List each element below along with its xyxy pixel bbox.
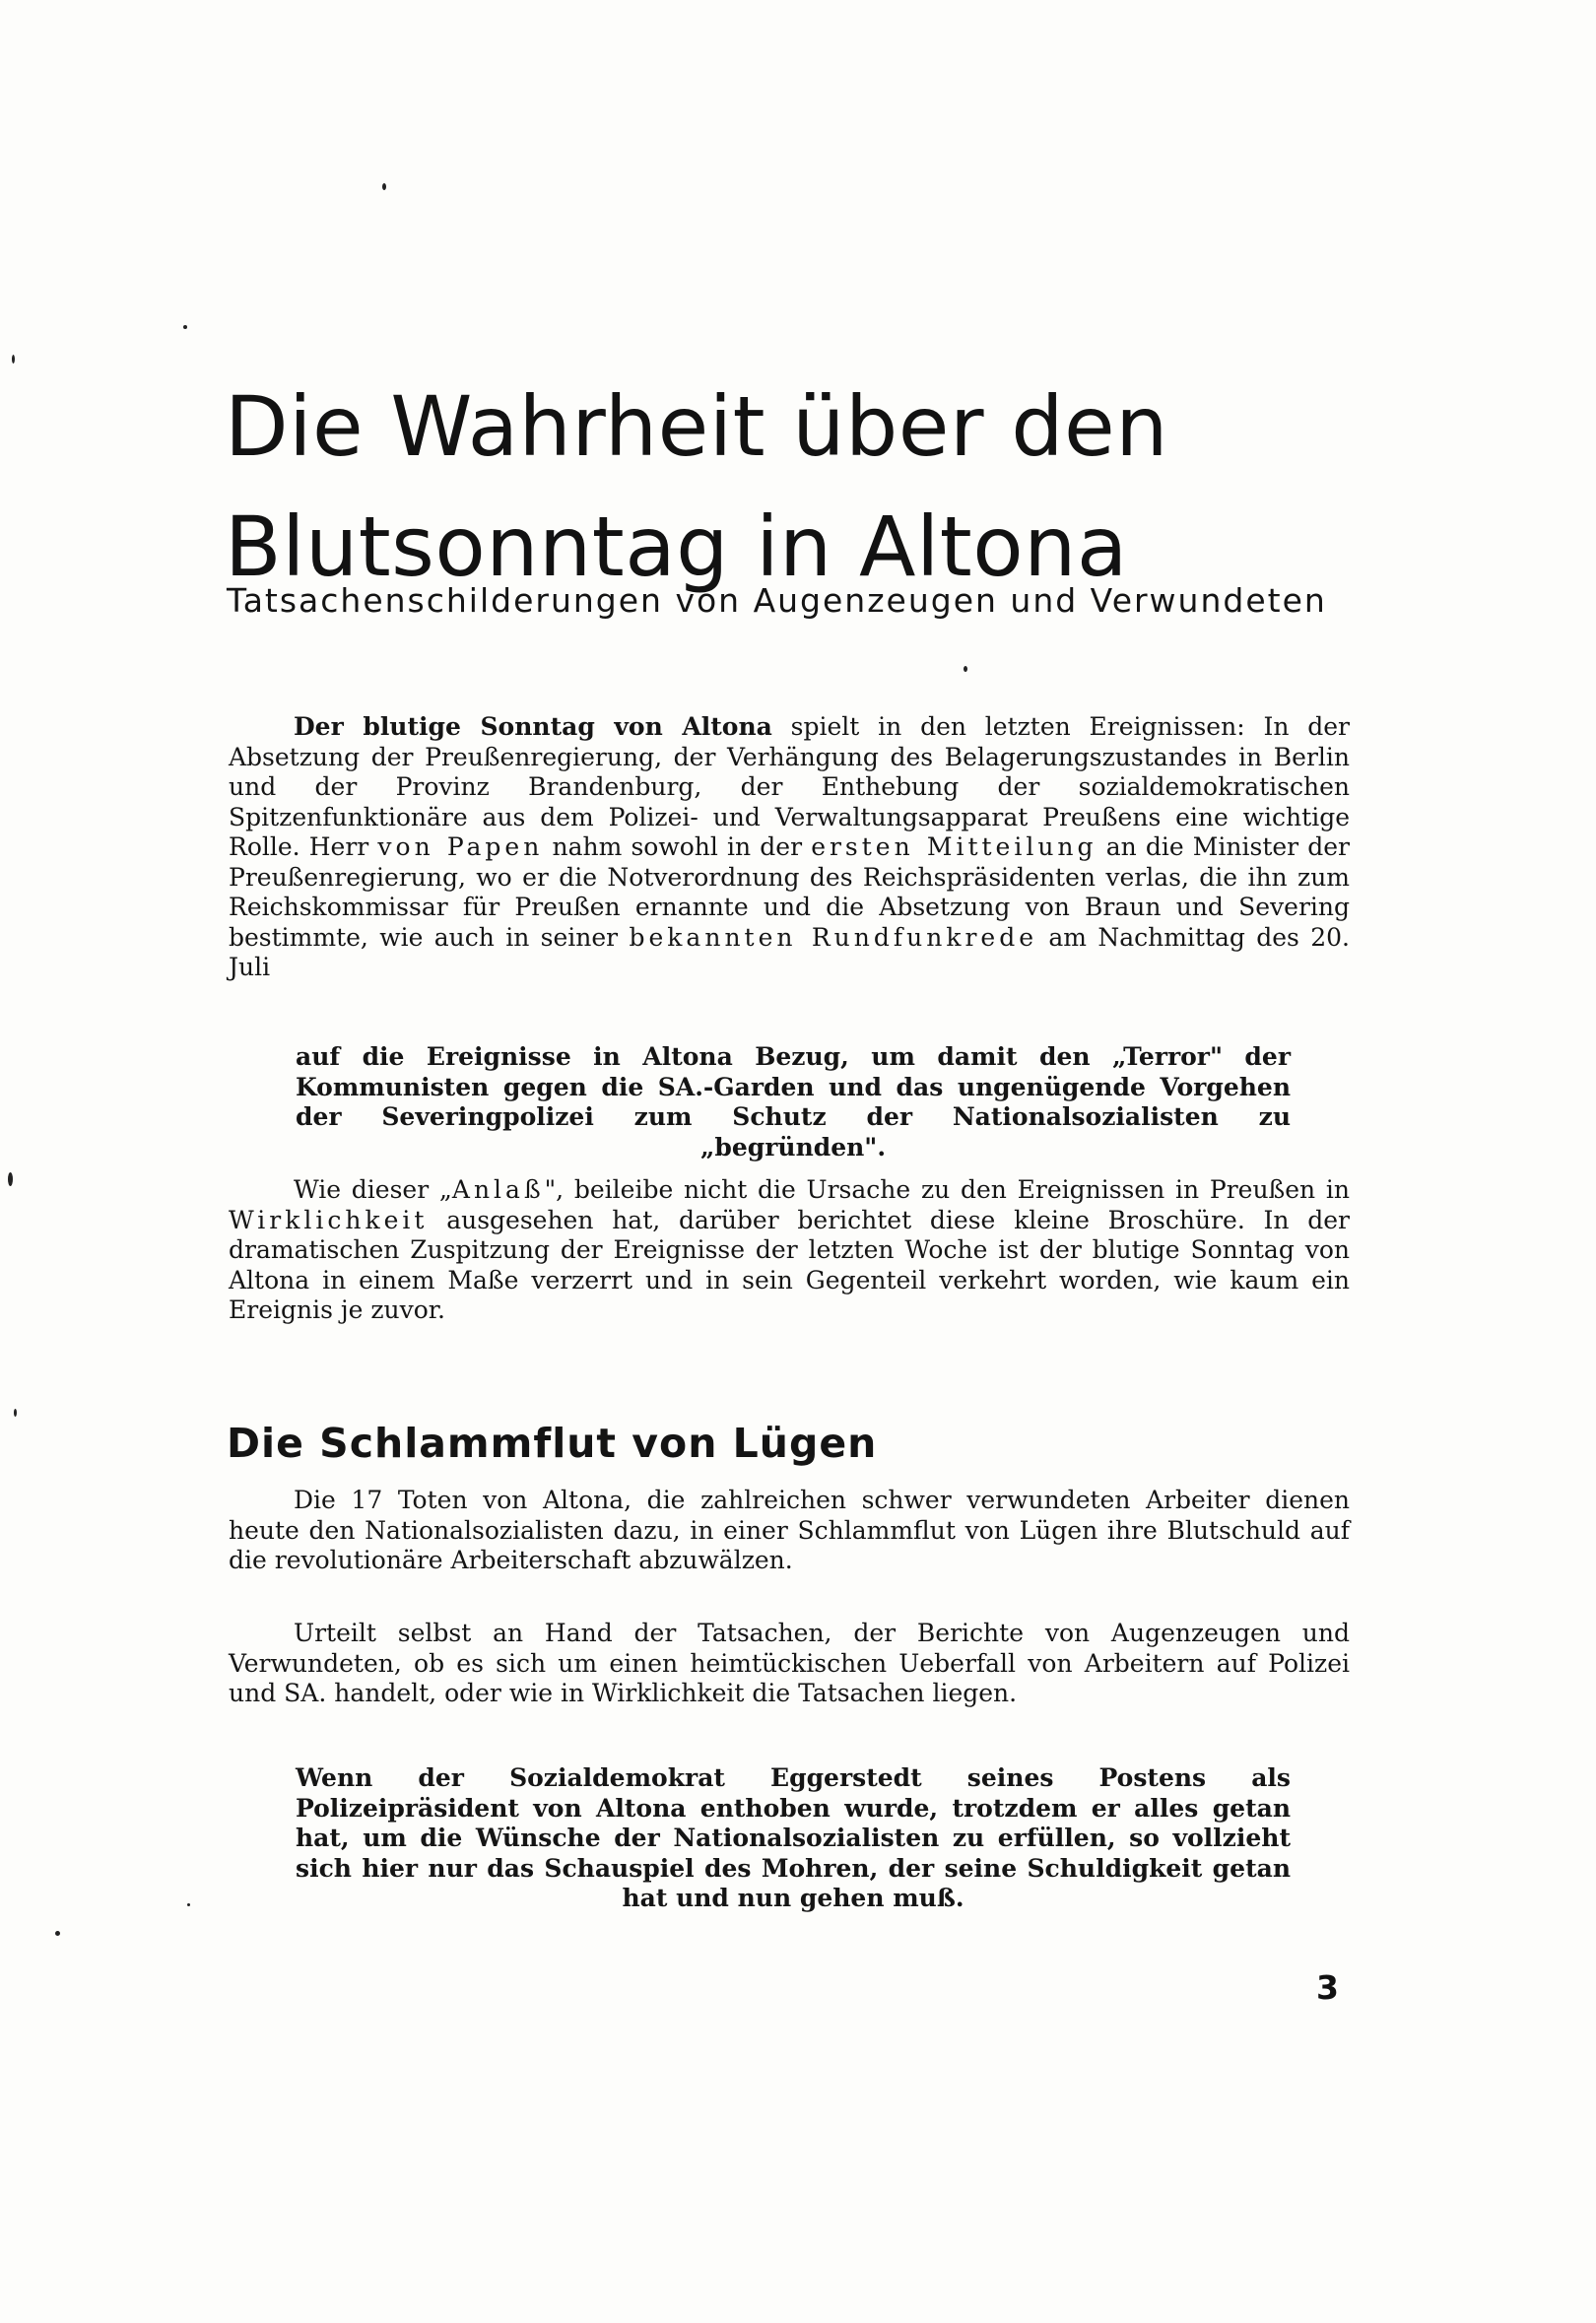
paragraph-intro-spaced-3: bekannten Rundfunkrede [629,922,1038,952]
scan-speck [12,355,15,364]
quote-block-2: Wenn der Sozialdemokrat Eggerstedt seines Postens als Polizeipräsident von Altona enthoben wurde, trotzdem er alles getan hat, um die Wünsche der Nationalsozialisten zu erfüllen, so vollzieht sich hier nur das Schauspiel des Mohren, der seine Schuldigkeit getan hat und nun gehen muß. [296,1763,1291,1912]
paragraph-intro-text-a: spielt in den letzten Ereignissen: In der Absetzung der Preußenregierung, der Verhängung des Belagerungszustandes in Berlin und der Provinz Brandenburg, der Enthebung der sozialdemokratischen Spitzenfunktionäre aus dem Polizei- und Verwaltungsapparat Preußens eine wichtige Rolle. Herr [229,712,1350,861]
scan-speck [14,1409,17,1417]
scan-speck [382,183,386,190]
paragraph-brochure-spaced-2: Wirklichkeit [229,1205,429,1234]
quote-block-1: auf die Ereignisse in Altona Bezug, um damit den „Terror" der Kommunisten gegen die SA.-Garden und das ungenügende Vorgehen der Severingpolizei zum Schutz der Nationalsozialisten zu „begründen". [296,1042,1291,1162]
page-title [225,366,1367,607]
paragraph-brochure-text-b: ", beileibe nicht die Ursache zu den Ereignissen in Preußen in [544,1175,1350,1204]
section-heading: Die Schlammflut von Lügen [227,1420,878,1467]
paragraph-dead: Die 17 Toten von Altona, die zahlreichen schwer verwundeten Arbeiter dienen heute den Nationalsozialisten dazu, in einer Schlammflut von Lügen ihre Blutschuld auf die revolutionäre Arbeiterschaft abzuwälzen. [229,1486,1350,1574]
paragraph-brochure [229,1175,1350,1326]
subtitle: Tatsachenschilderungen von Augenzeugen und Verwundeten [227,581,1327,620]
scan-speck [8,1172,13,1186]
paragraph-brochure-text-a: Wie dieser „ [294,1175,452,1204]
paragraph-intro-text-d: am Nachmittag des 20. Juli [229,922,1350,981]
paragraph-brochure-spaced-1: Anlaß [451,1175,545,1204]
scan-speck [187,1903,190,1906]
page-number: 3 [1316,1968,1339,2007]
paragraph-intro [229,712,1350,983]
paragraph-intro-text-b: nahm sowohl in der [543,832,812,861]
scan-speck [964,666,967,672]
paragraph-brochure-text-c: ausgesehen hat, darüber berichtet diese kleine Broschüre. In der dramatischen Zuspitzung der Ereignisse der letzten Woche ist der blutige Sonntag von Altona in einem Maße verzerrt und in sein Gegenteil verkehrt worden, wie kaum ein Ereignis je zuvor. [229,1205,1350,1324]
paragraph-intro-bold: Der blutige Sonntag von Altona [294,712,772,741]
paragraph-intro-text-c: an die Minister der Preußenregierung, wo er die Notverordnung des Reichspräsidenten verlas, die ihn zum Reichskommissar für Preußen ernannte und die Absetzung von Braun und Severing bestimmte, wie auch in seiner [229,832,1351,952]
scan-speck [55,1931,60,1936]
paragraph-intro-spaced-1: von Papen [377,832,544,861]
paragraph-intro-spaced-2: ersten Mitteilung [811,832,1097,861]
paragraph-judge: Urteilt selbst an Hand der Tatsachen, der Berichte von Augenzeugen und Verwundeten, ob es sich um einen heimtückischen Ueberfall von Arbeitern auf Polizei und SA. handelt, oder wie in Wirklichkeit die Tatsachen liegen. [229,1619,1350,1707]
title-line-2: Blutsonntag in Altona [225,498,1128,595]
title-line-1: Die Wahrheit über den [225,378,1168,475]
scan-speck [183,325,187,329]
